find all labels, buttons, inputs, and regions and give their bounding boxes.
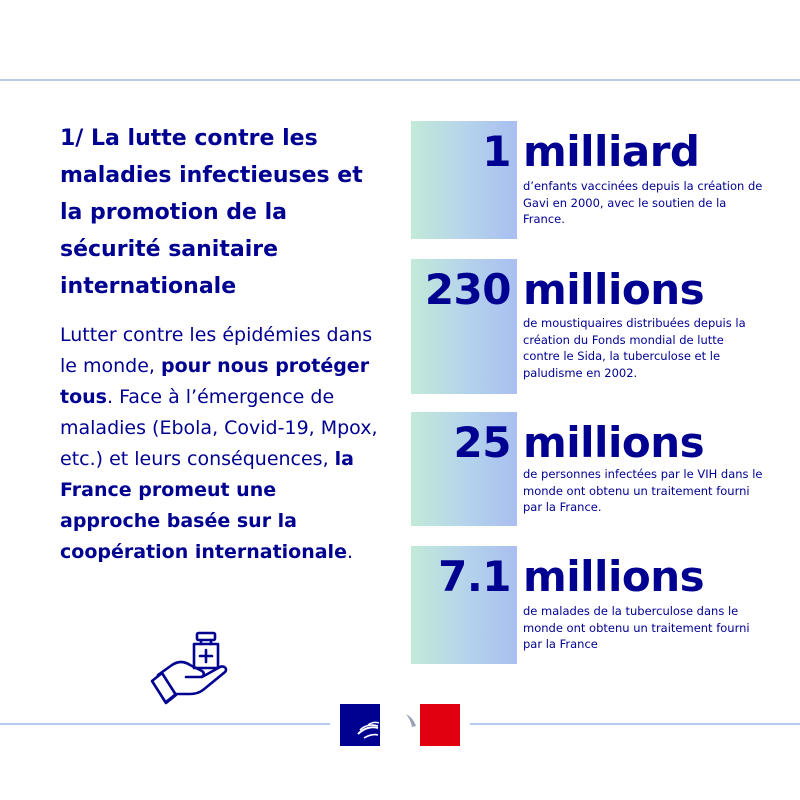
stat-number-2: 230	[424, 265, 511, 314]
intro-text-3: .	[346, 541, 354, 563]
stat-value-3	[411, 420, 800, 466]
top-divider	[0, 79, 800, 81]
stat-description-3: de personnes infectées par le VIH dans le monde ont obtenu un traitement fourni par la France.	[523, 467, 763, 514]
stat-unit-2: millions	[523, 265, 705, 314]
stat-number-3: 25	[453, 418, 511, 467]
stat-description-1: d’enfants vaccinées depuis la création de Gavi en 2000, avec le soutien de la France.	[523, 179, 763, 226]
stat-number-4: 7.1	[438, 552, 511, 601]
stat-unit-3: millions	[523, 418, 705, 467]
stat-number-1: 1	[482, 127, 511, 176]
intro-bold-2: la France promeut une approche basée sur la coopération internationale	[60, 448, 355, 563]
intro-bold-1: pour nous protéger tous	[60, 355, 370, 408]
intro-paragraph	[60, 320, 380, 568]
section-title: 1/ La lutte contre les maladies infectieuses et la promotion de la sécurité sanitaire internationale	[60, 126, 363, 299]
stat-value-4	[411, 554, 800, 600]
republique-francaise-marianne-logo	[340, 704, 460, 746]
stat-unit-1: milliard	[523, 127, 700, 176]
intro-text-2: . Face à l’émergence de maladies (Ebola, Covid-19, Mpox, etc.) et leurs conséquences,	[60, 386, 378, 470]
stat-value-1	[411, 129, 800, 175]
intro-text-1: Lutter contre les épidémies dans le monde,	[60, 324, 373, 377]
hand-with-vaccine-vial-icon	[148, 625, 238, 705]
stat-description-2: de moustiquaires distribuées depuis la création du Fonds mondial de lutte contre le Sida, la tuberculose et le paludisme en 2002.	[523, 316, 746, 380]
bottom-divider-right	[470, 723, 800, 725]
stat-unit-4: millions	[523, 552, 705, 601]
bottom-divider-left	[0, 723, 330, 725]
stat-value-2	[411, 267, 800, 313]
stat-description-4: de malades de la tuberculose dans le monde ont obtenu un traitement fourni par la France	[523, 604, 750, 651]
